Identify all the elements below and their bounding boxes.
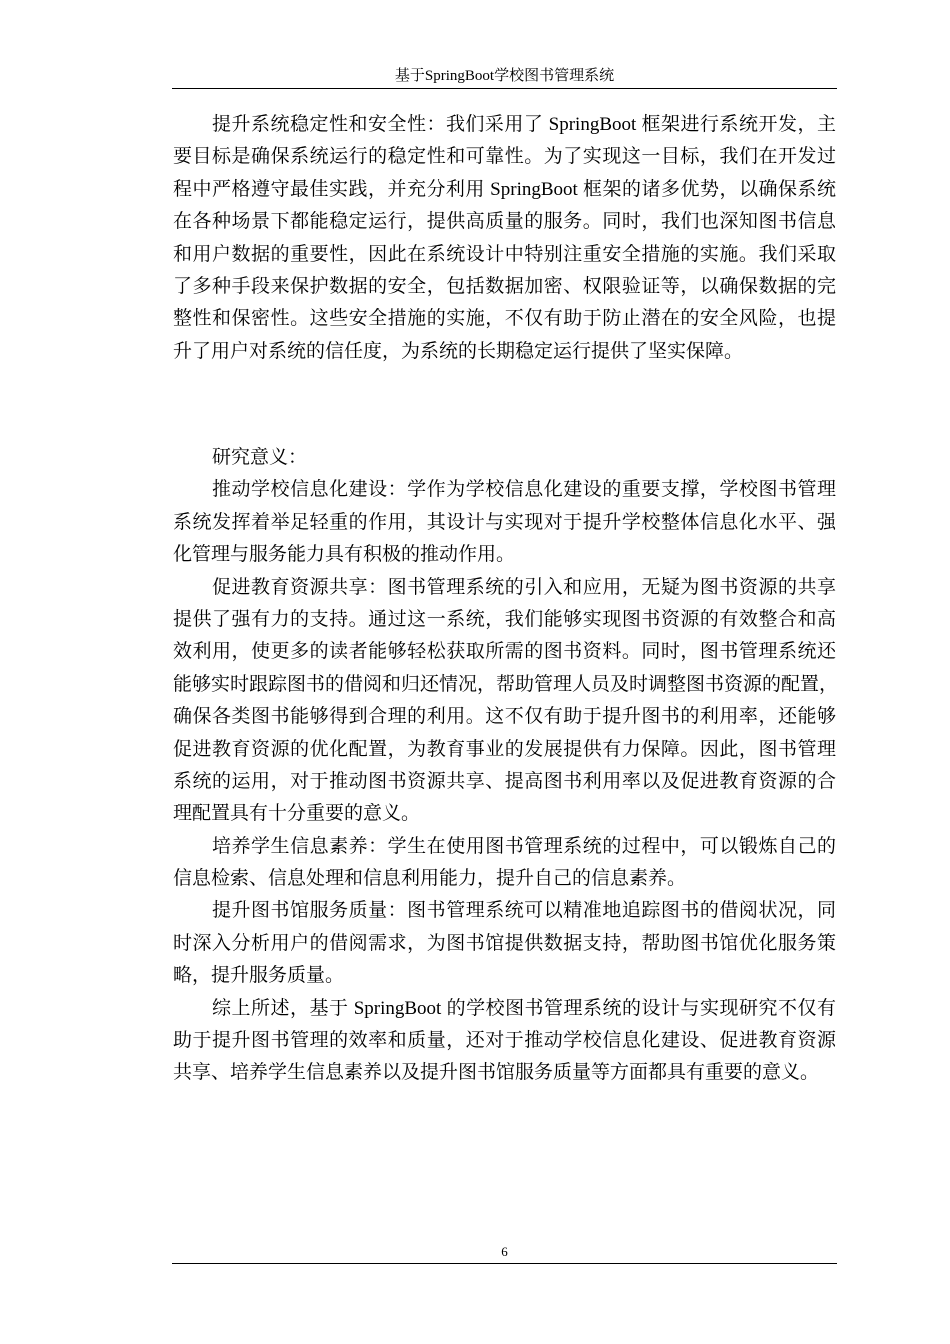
text-line: 综上所述，基于 SpringBoot 的学校图书管理系统的设计与实现研究不仅有 bbox=[212, 997, 836, 1019]
text-line: 确保各类图书能够得到合理的利用。这不仅有助于提升图书的利用率，还能够 bbox=[173, 706, 836, 728]
text-line: 提供了强有力的支持。通过这一系统，我们能够实现图书资源的有效整合和高 bbox=[173, 608, 836, 630]
page-number: 6 bbox=[501, 1244, 508, 1259]
text-line: 信息检索、信息处理和信息利用能力，提升自己的信息素养。 bbox=[173, 868, 687, 890]
text-line: 效利用，使更多的读者能够轻松获取所需的图书资料。同时，图书管理系统还 bbox=[173, 641, 836, 663]
text-line: 推动学校信息化建设：学作为学校信息化建设的重要支撑，学校图书管理 bbox=[212, 479, 836, 501]
text-line: 提升图书馆服务质量：图书管理系统可以精准地追踪图书的借阅状况，同 bbox=[212, 900, 836, 922]
section-heading: 研究意义： bbox=[212, 447, 308, 468]
paragraph-stability-security bbox=[173, 109, 836, 368]
text-line: 助于提升图书管理的效率和质量，还对于推动学校信息化建设、促进教育资源 bbox=[173, 1030, 836, 1052]
text-line: 整性和保密性。这些安全措施的实施，不仅有助于防止潜在的安全风险，也提 bbox=[173, 308, 836, 330]
text-line: 系统的运用，对于推动图书资源共享、提高图书利用率以及促进教育资源的合 bbox=[173, 770, 836, 792]
text-line: 升了用户对系统的信任度，为系统的长期稳定运行提供了坚实保障。 bbox=[173, 340, 744, 362]
text-line: 要目标是确保系统运行的稳定性和可靠性。为了实现这一目标，我们在开发过 bbox=[173, 146, 836, 168]
text-line: 培养学生信息素养：学生在使用图书管理系统的过程中，可以锻炼自己的 bbox=[212, 835, 836, 857]
text-line: 共享、培养学生信息素养以及提升图书馆服务质量等方面都具有重要的意义。 bbox=[173, 1062, 820, 1084]
running-header: 基于SpringBoot学校图书管理系统 bbox=[394, 68, 615, 84]
footer-rule bbox=[172, 1263, 837, 1264]
text-line: 和用户数据的重要性，因此在系统设计中特别注重安全措施的实施。我们采取 bbox=[173, 243, 836, 265]
text-line: 促进教育资源的优化配置，为教育事业的发展提供有力保障。因此，图书管理 bbox=[173, 738, 836, 760]
text-line: 略，提升服务质量。 bbox=[173, 965, 345, 987]
text-line: 在各种场景下都能稳定运行，提供高质量的服务。同时，我们也深知图书信息 bbox=[173, 211, 836, 233]
text-line: 化管理与服务能力具有积极的推动作用。 bbox=[173, 544, 516, 566]
text-line: 提升系统稳定性和安全性：我们采用了 SpringBoot 框架进行系统开发，主 bbox=[212, 114, 836, 135]
text-line: 能够实时跟踪图书的借阅和归还情况，帮助管理人员及时调整图书资源的配置， bbox=[173, 673, 839, 695]
header-rule bbox=[172, 88, 837, 89]
text-line: 程中严格遵守最佳实践，并充分利用 SpringBoot 框架的诸多优势，以确保系统 bbox=[173, 178, 836, 200]
text-line: 理配置具有十分重要的意义。 bbox=[173, 803, 421, 825]
section-research-significance bbox=[173, 442, 839, 1090]
text-line: 系统发挥着举足轻重的作用，其设计与实现对于提升学校整体信息化水平、强 bbox=[173, 511, 836, 533]
text-line: 促进教育资源共享：图书管理系统的引入和应用，无疑为图书资源的共享 bbox=[212, 576, 836, 598]
text-line: 了多种手段来保护数据的安全，包括数据加密、权限验证等，以确保数据的完 bbox=[173, 275, 836, 297]
text-line: 时深入分析用户的借阅需求，为图书馆提供数据支持，帮助图书馆优化服务策 bbox=[173, 932, 836, 954]
